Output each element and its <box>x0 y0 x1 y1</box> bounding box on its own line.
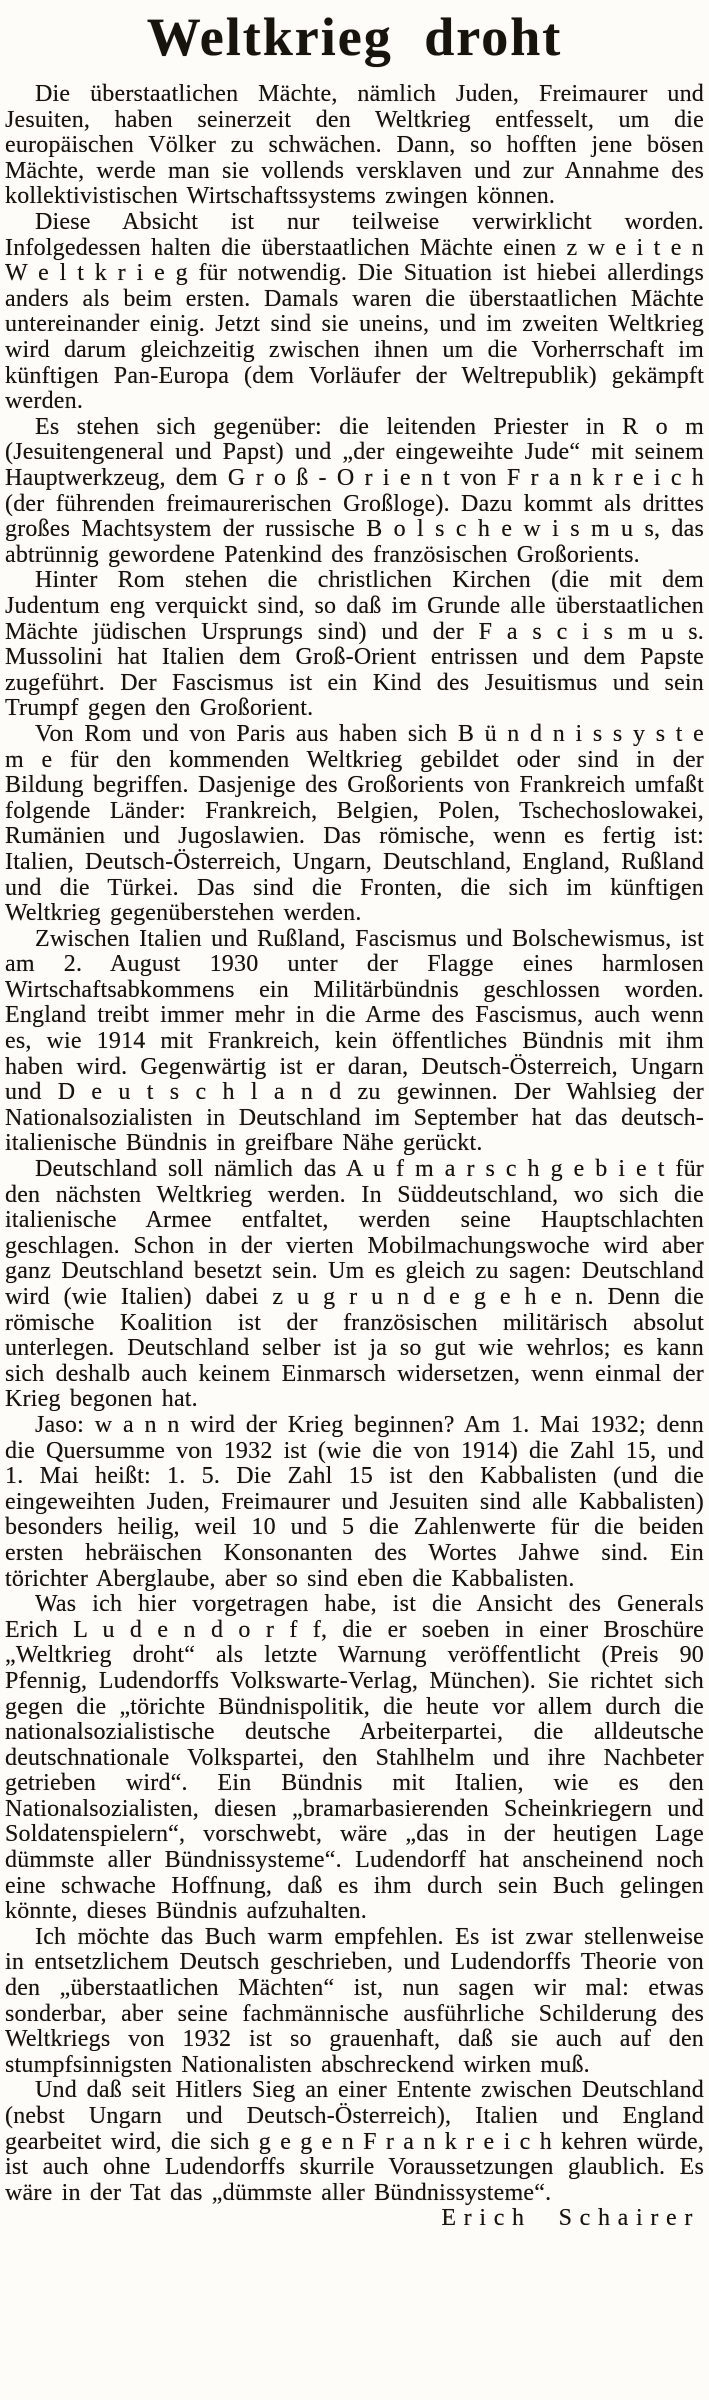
paragraph: Was ich hier vorgetragen habe, ist die Ansicht des Generals Erich L u d e n d o r f f, die er soeben in einer Broschüre „Weltkrieg droht“ als letzte Warnung veröffentlicht (Preis 90 Pfennig, Ludendorffs Volkswarte-Verlag, München). Sie richtet sich gegen die „törichte Bündnispolitik, die heute vor allem durch die nationalsozialistische deutsche Arbeiterpartei, die alldeutsche deutschnationale Volkspartei, den Stahlhelm und ihre Nachbeter getrieben wird“. Ein Bündnis mit Italien, wie es den Nationalsozialisten, diesen „bramarbasierenden Scheinkriegern und Soldatenspielern“, vorschwebt, wäre „das in der heutigen Lage dümmste aller Bündnissysteme“. Ludendorff hat anscheinend noch eine schwache Hoffnung, daß es ihm durch sein Buch gelingen könnte, dieses Bündnis aufzuhalten. <box>5 1591 704 1925</box>
paragraph: Von Rom und von Paris aus haben sich B ü n d n i s s y s t e m e für den kommenden Weltkrieg gebildet oder sind in der Bildung begriffen. Dasjenige des Großorients von Frankreich umfaßt folgende Länder: Frankreich, Belgien, Polen, Tschechoslowakei, Rumänien und Jugoslawien. Das römische, wenn es fertig ist: Italien, Deutsch-Österreich, Ungarn, Deutschland, England, Rußland und die Türkei. Das sind die Fronten, die sich im künftigen Weltkrieg gegenüberstehen werden. <box>5 720 704 927</box>
paragraph: Es stehen sich gegenüber: die leitenden Priester in R o m (Jesuitengeneral und Papst) und „der eingeweihte Jude“ mit seinem Hauptwerkzeug, dem G r o ß - O r i e n t von F r a n k r e i c h (der führenden freimaurerischen Großloge). Dazu kommt als drittes großes Machtsystem der russische B o l s c h e w i s m u s, das abtrünnig gewordene Patenkind des französischen Großorients. <box>5 413 704 568</box>
paragraph: Jaso: w a n n wird der Krieg beginnen? Am 1. Mai 1932; denn die Quersumme von 1932 ist (wie die von 1914) die Zahl 15, und 1. Mai heißt: 1. 5. Die Zahl 15 ist den Kabbalisten (und die eingeweihten Juden, Freimaurer und Jesuiten sind alle Kabbalisten) besonders heilig, weil 10 und 5 die Zahlenwerte für die beiden ersten hebräischen Konsonanten des Wortes Jahwe sind. Ein törichter Aberglaube, aber so sind eben die Kabbalisten. <box>5 1411 704 1592</box>
paragraph: Deutschland soll nämlich das A u f m a r s c h g e b i e t für den nächsten Weltkrieg werden. In Süddeutschland, wo sich die italienische Armee entfaltet, werden seine Hauptschlachten geschlagen. Schon in der vierten Mobilmachungswoche wird aber ganz Deutschland besetzt sein. Um es gleich zu sagen: Deutschland wird (wie Italien) dabei z u g r u n d e g e h e n. Denn die römische Koalition ist der französischen militärisch absolut unterlegen. Deutschland selber ist ja so gut wie wehrlos; es kann sich deshalb auch keinem Einmarsch widersetzen, wenn einmal der Krieg begonen hat. <box>5 1156 704 1413</box>
closing-paragraph <box>5 2077 704 2232</box>
paragraph: Ich möchte das Buch warm empfehlen. Es ist zwar stellenweise in entsetzlichem Deutsch geschrieben, und Ludendorffs Theorie von den „überstaatlichen Mächten“ ist, nun sagen wir mal: etwas sonderbar, aber seine fachmännische ausführliche Schilderung des Weltkriegs von 1932 ist so grauenhaft, daß sie auch auf den stumpfsinnigsten Nationalisten abschreckend wirken muß. <box>5 1923 704 2078</box>
paragraph: Die überstaatlichen Mächte, nämlich Juden, Freimaurer und Jesuiten, haben seinerzeit den Weltkrieg entfesselt, um die europäischen Völker zu schwächen. Dann, so hofften jene bösen Mächte, werde man sie vollends versklaven und zur Annahme des kollektivistischen Wirtschaftssystems zwingen können. <box>5 81 704 210</box>
closing-paragraph-text: Und daß seit Hitlers Sieg an einer Entente zwischen Deutschland (nebst Ungarn und Deutsch-Österreich), Italien und England gearbeitet wird, die sich g e g e n F r a n k r e i c h kehren würde, ist auch ohne Ludendorffs skurrile Voraussetzungen glaublich. Es wäre in der Tat das „dümmste aller Bündnissysteme“. <box>5 2077 704 2206</box>
article-title: Weltkrieg droht <box>146 7 563 67</box>
paragraph: Diese Absicht ist nur teilweise verwirklicht worden. Infolgedessen halten die überstaatlichen Mächte einen z w e i t e n W e l t k r i e g für notwendig. Die Situation ist hiebei allerdings anders als beim ersten. Damals waren die überstaatlichen Mächte untereinander einig. Jetzt sind sie uneins, und im zweiten Weltkrieg wird darum gleichzeitig zwischen ihnen um die Vorherrschaft im künftigen Pan-Europa (dem Vorläufer der Weltrepublik) gekämpft werden. <box>5 209 704 415</box>
article-body <box>5 82 704 2078</box>
paragraph: Zwischen Italien und Rußland, Fascismus und Bolschewismus, ist am 2. August 1930 unter der Flagge eines harmlosen Wirtschaftsabkommens ein Militärbündnis geschlossen worden. England treibt immer mehr in die Arme des Fascismus, auch wenn es, wie 1914 mit Frankreich, kein öffentliches Bündnis mit ihm haben wird. Gegenwärtig ist er daran, Deutsch-Österreich, Ungarn und D e u t s c h l a n d zu gewinnen. Der Wahlsieg der Nationalsozialisten in Deutschland im September hat das deutsch-italienische Bündnis in greifbare Nähe gerückt. <box>5 925 704 1157</box>
paragraph: Hinter Rom stehen die christlichen Kirchen (die mit dem Judentum eng verquickt sind, so daß im Grunde alle überstaatlichen Mächte jüdischen Ursprungs sind) und der F a s c i s m u s. Mussolini hat Italien dem Groß-Orient entrissen und dem Papste zugeführt. Der Fascismus ist ein Kind des Jesuitismus und sein Trumpf gegen den Großorient. <box>5 567 704 722</box>
author-signature: Erich Schairer <box>441 2205 700 2232</box>
